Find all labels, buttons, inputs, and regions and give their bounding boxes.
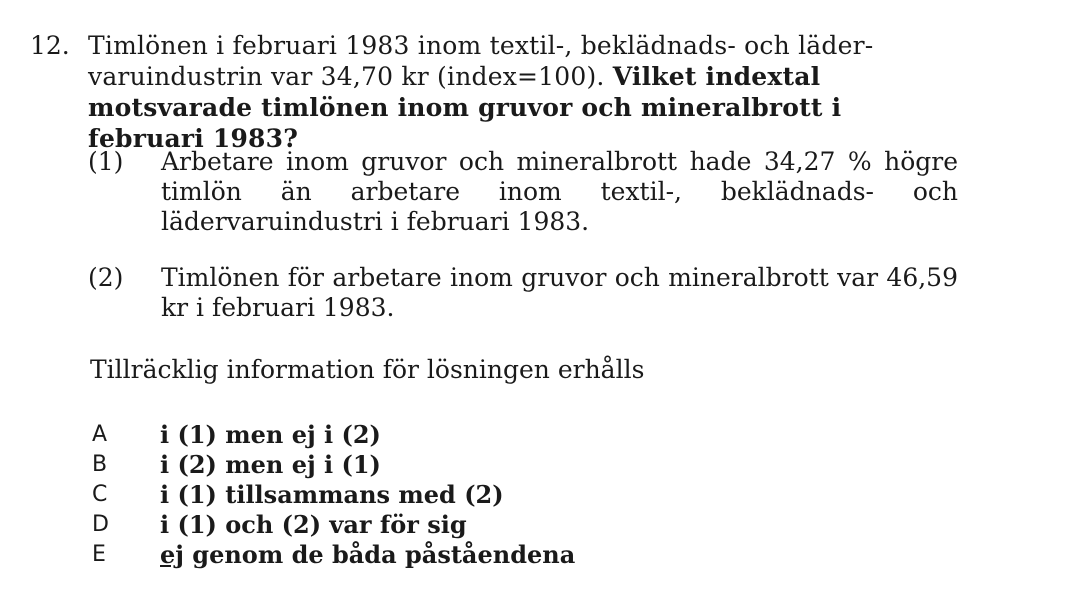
question-number: 12. [30, 31, 70, 60]
option-e-letter: E [92, 542, 106, 567]
option-e-text [160, 540, 575, 570]
statement-1-label: (1) [88, 147, 124, 176]
option-a[interactable] [92, 420, 575, 450]
option-d[interactable] [92, 510, 575, 540]
statement-1-text: Arbetare inom gruvor och mineralbrott hade 34,27 % högre timlön än arbetare inom textil-, beklädnads- och lädervaruindustri i februari 1983. [161, 147, 958, 236]
option-c-letter: C [92, 482, 108, 507]
option-e-rest: genom de båda påståendena [183, 540, 576, 569]
option-b-text: i (2) men ej i (1) [160, 450, 381, 479]
question-stem [88, 30, 958, 154]
option-b-letter: B [92, 452, 108, 477]
option-b[interactable] [92, 450, 575, 480]
statement-2-text: Timlönen för arbetare inom gruvor och mineralbrott var 46,59 kr i februari 1983. [161, 263, 958, 322]
statement-2-label: (2) [88, 263, 124, 292]
option-d-letter: D [92, 512, 109, 537]
option-c-text: i (1) tillsammans med (2) [160, 480, 504, 509]
answer-prompt: Tillräcklig information för lösningen erhålls [90, 355, 645, 384]
option-a-text: i (1) men ej i (2) [160, 420, 381, 449]
option-e-underlined: ej [160, 540, 184, 569]
statement-2 [88, 263, 958, 323]
option-e[interactable] [92, 540, 575, 570]
option-d-text: i (1) och (2) var för sig [160, 510, 467, 539]
statement-1 [88, 147, 958, 237]
answer-options [92, 420, 575, 570]
option-a-letter: A [92, 422, 108, 447]
question-stem-bold: Vilket indextal motsvarade timlönen inom gruvor och mineralbrott i februari 1983? [88, 62, 842, 153]
question-stem-text: Timlönen i februari 1983 inom textil-, beklädnads- och lädervaruindustrin var 34,70 kr (index=100). [88, 31, 874, 91]
option-c[interactable] [92, 480, 575, 510]
